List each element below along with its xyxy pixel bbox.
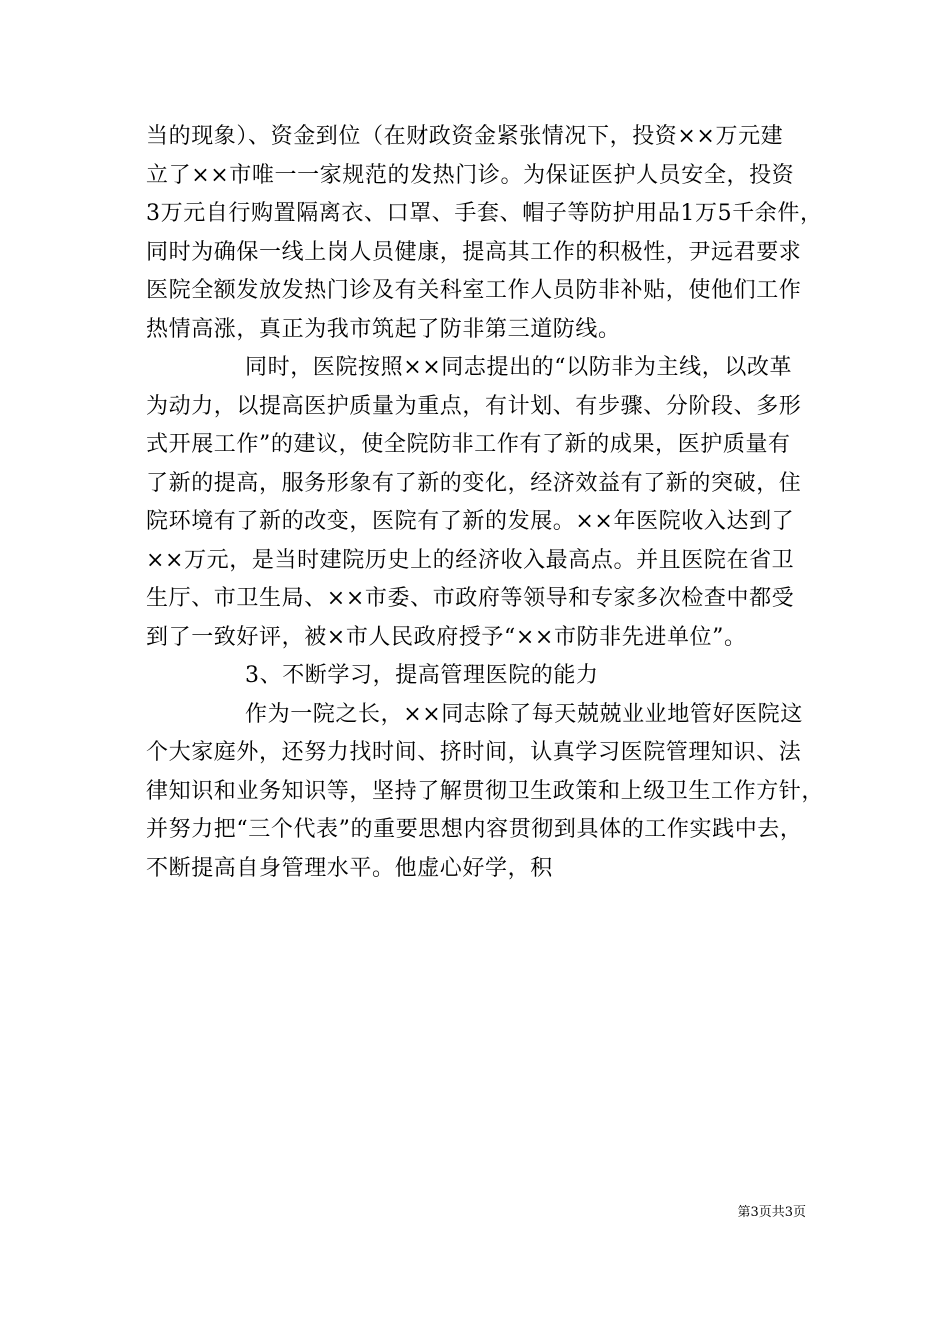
text-line: 个大家庭外，还努力找时间、挤时间，认真学习医院管理知识、法 <box>146 740 802 765</box>
text-line: 热情高涨，真正为我市筑起了防非第三道防线。 <box>146 316 621 342</box>
paragraph-start-line: 作为一院之长，××同志除了每天兢兢业业地管好医院这 <box>245 701 803 727</box>
paragraph-start-line: 同时，医院按照××同志提出的“以防非为主线，以改革 <box>245 355 793 380</box>
body-text <box>146 118 826 888</box>
text-line: 3万元自行购置隔离衣、口罩、手套、帽子等防护用品1万5千余件， <box>146 201 823 226</box>
text-line: 医院全额发放发热门诊及有关科室工作人员防非补贴，使他们工作 <box>146 278 802 303</box>
text-line: 并努力把“三个代表”的重要思想内容贯彻到具体的工作实践中去， <box>146 817 803 842</box>
text-line: 律知识和业务知识等，坚持了解贯彻卫生政策和上级卫生工作方针， <box>146 778 825 804</box>
page-number: 第3页共3页 <box>737 1205 806 1220</box>
text-line: 了新的提高，服务形象有了新的变化，经济效益有了新的突破，住 <box>146 470 802 496</box>
text-line: 当的现象）、资金到位（在财政资金紧张情况下，投资××万元建 <box>146 124 784 149</box>
text-line: ××万元，是当时建院历史上的经济收入最高点。并且医院在省卫 <box>146 547 795 573</box>
section-heading: 3、不断学习，提高管理医院的能力 <box>245 663 599 688</box>
text-line: 不断提高自身管理水平。他虚心好学，积 <box>146 855 553 881</box>
text-line: 到了一致好评，被×市人民政府授予“××市防非先进单位”。 <box>146 624 747 650</box>
text-line: 立了××市唯一一家规范的发热门诊。为保证医护人员安全，投资 <box>146 162 795 188</box>
text-line: 式开展工作”的建议，使全院防非工作有了新的成果，医护质量有 <box>146 432 791 457</box>
text-line: 同时为确保一线上岗人员健康，提高其工作的积极性，尹远君要求 <box>146 239 802 265</box>
text-line: 生厅、市卫生局、××市委、市政府等领导和专家多次检查中都受 <box>146 586 795 611</box>
text-line: 为动力，以提高医护质量为重点，有计划、有步骤、分阶段、多形 <box>146 393 802 419</box>
text-line: 院环境有了新的改变，医院有了新的发展。××年医院收入达到了 <box>146 509 795 534</box>
